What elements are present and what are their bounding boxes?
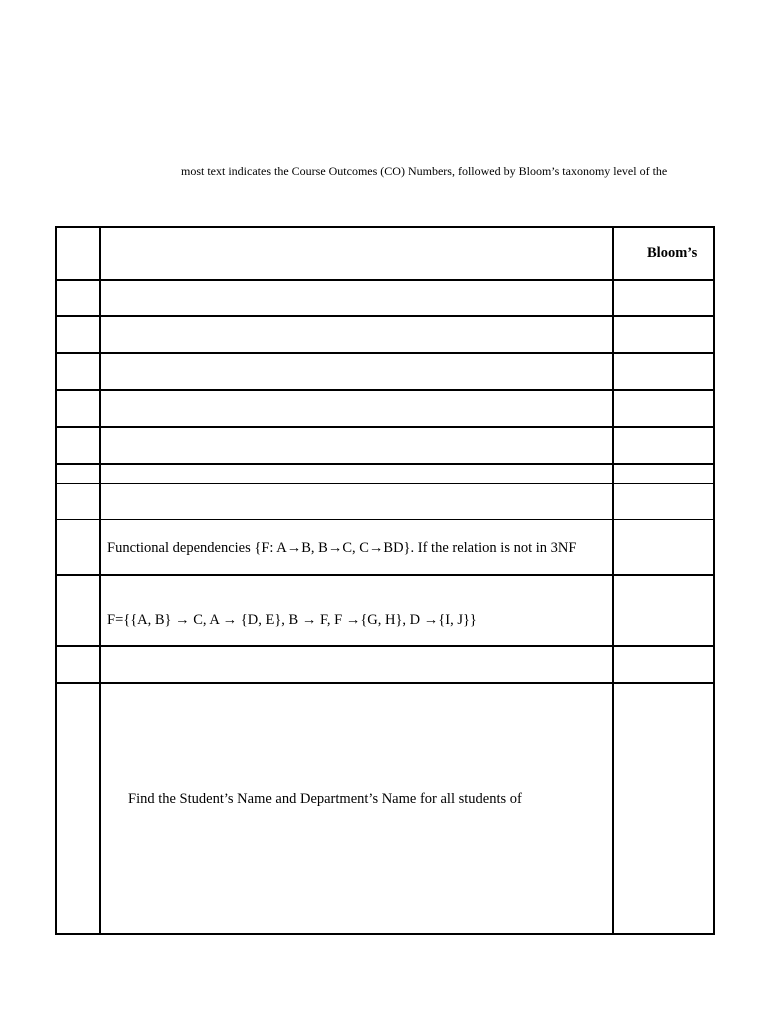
question-text-row-11: Find the Student’s Name and Department’s Name for all students of — [128, 791, 522, 807]
question-table — [55, 226, 715, 935]
row-divider — [55, 315, 715, 317]
blooms-column-header: Bloom’s — [647, 245, 698, 261]
table-border-bottom — [55, 933, 715, 935]
question-text-row-8: Functional dependencies {F: A→B, B→C, C→BD}. If the relation is not in 3NF — [107, 540, 577, 556]
row-divider — [55, 519, 715, 520]
instructions-text: most text indicates the Course Outcomes (CO) Numbers, followed by Bloom’s taxonomy level of the — [181, 164, 668, 178]
row-divider — [55, 483, 715, 484]
row-divider — [55, 645, 715, 647]
row-divider — [55, 352, 715, 354]
row-divider — [55, 463, 715, 465]
row-divider — [55, 279, 715, 281]
row-divider — [55, 426, 715, 428]
column-divider-blooms — [612, 226, 614, 935]
row-divider — [55, 682, 715, 684]
table-border-top — [55, 226, 715, 228]
column-divider-number — [99, 226, 101, 935]
table-border-right — [713, 226, 715, 935]
row-divider — [55, 389, 715, 391]
question-text-row-9: F={{A, B} → C, A → {D, E}, B → F, F →{G, H}, D →{I, J}} — [107, 612, 477, 628]
table-border-left — [55, 226, 57, 935]
row-divider — [55, 574, 715, 576]
